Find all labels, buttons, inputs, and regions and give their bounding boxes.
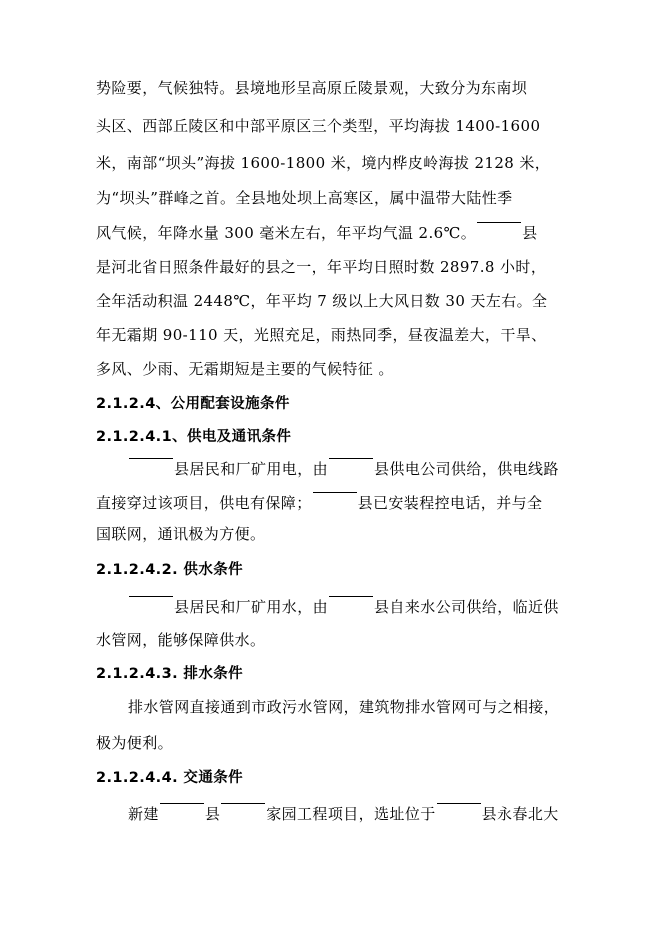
text-line: 排水管网直接通到市政污水管网，建筑物排水管网可与之相接， bbox=[128, 698, 560, 716]
blank-underline bbox=[477, 222, 521, 224]
text-line: 国联网，通讯极为方便。 bbox=[96, 525, 266, 543]
text-span: 县供电公司供给，供电线路 bbox=[374, 460, 559, 478]
text-line: 多风、少雨、无霜期短是主要的气候特征 。 bbox=[96, 360, 394, 378]
section-heading: 2.1.2.4.2. 供水条件 bbox=[96, 562, 244, 578]
text-span: 县居民和厂矿用电，由 bbox=[174, 460, 329, 478]
text-line: 年无霜期 90-110 天，光照充足，雨热同季，昼夜温差大，干旱、 bbox=[96, 326, 547, 344]
text-span: 县已安装程控电话，并与全 bbox=[357, 494, 543, 512]
blank-underline bbox=[437, 803, 481, 805]
blank-underline bbox=[160, 803, 204, 805]
text-span: 直接穿过该项目，供电有保障； bbox=[96, 494, 312, 512]
text-line: 全年活动积温 2448℃，年平均 7 级以上大风日数 30 天左右。全 bbox=[96, 292, 548, 310]
section-heading: 2.1.2.4、公用配套设施条件 bbox=[96, 396, 290, 412]
blank-underline bbox=[129, 596, 173, 598]
text-line: 极为便利。 bbox=[96, 734, 174, 752]
blank-underline bbox=[329, 596, 373, 598]
text-line: 为“坝头”群峰之首。全县地处坝上高寒区，属中温带大陆性季 bbox=[96, 189, 513, 207]
section-heading: 2.1.2.4.4. 交通条件 bbox=[96, 770, 244, 786]
text-line bbox=[96, 222, 538, 243]
text-span: 县永春北大 bbox=[481, 805, 559, 823]
text-span: 风气候，年降水量 300 毫米左右，年平均气温 2.6℃。 bbox=[96, 224, 477, 242]
blank-underline bbox=[313, 492, 357, 494]
text-line bbox=[128, 458, 559, 479]
text-line bbox=[96, 492, 542, 513]
section-heading: 2.1.2.4.1、供电及通讯条件 bbox=[96, 429, 292, 445]
text-span: 县 bbox=[204, 805, 221, 823]
text-span: 家园工程项目，选址位于 bbox=[266, 805, 436, 823]
text-line bbox=[128, 803, 559, 824]
text-span: 新建 bbox=[128, 805, 159, 823]
blank-underline bbox=[129, 458, 173, 460]
section-heading: 2.1.2.4.3. 排水条件 bbox=[96, 666, 244, 682]
blank-underline bbox=[221, 803, 265, 805]
text-line: 水管网，能够保障供水。 bbox=[96, 631, 266, 649]
text-line bbox=[128, 596, 559, 617]
blank-underline bbox=[329, 458, 373, 460]
text-span: 县居民和厂矿用水，由 bbox=[174, 598, 329, 616]
text-span: 县自来水公司供给，临近供 bbox=[374, 598, 559, 616]
text-span: 县 bbox=[522, 224, 538, 242]
text-line: 米，南部“坝头”海拔 1600-1800 米，境内桦皮岭海拔 2128 米， bbox=[96, 154, 551, 172]
text-line: 是河北省日照条件最好的县之一，年平均日照时数 2897.8 小时， bbox=[96, 258, 547, 276]
text-line: 势险要，气候独特。县境地形呈高原丘陵景观，大致分为东南坝 bbox=[96, 79, 528, 97]
text-line: 头区、西部丘陵区和中部平原区三个类型，平均海拔 1400-1600 bbox=[96, 117, 541, 135]
